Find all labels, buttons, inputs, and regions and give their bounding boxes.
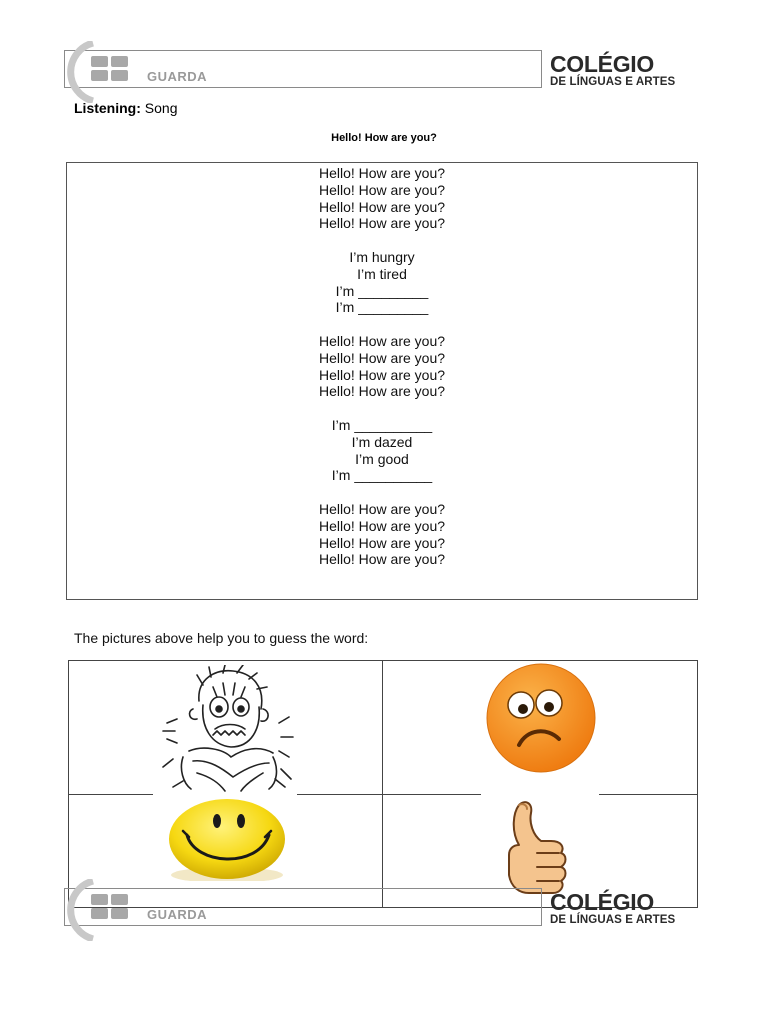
lyrics-line: Hello! How are you? [318, 517, 446, 534]
lyrics-blank-line [67, 316, 697, 333]
section-label-bold: Listening: [74, 100, 141, 116]
lyrics-line: Hello! How are you? [318, 165, 446, 181]
lyrics-line: Hello! How are you? [318, 500, 446, 517]
lyrics-line: Hello! How are you? [318, 383, 446, 400]
lyrics-line: Hello! How are you? [318, 198, 446, 215]
table-divider-right-1 [383, 794, 481, 795]
brand-subtitle: DE LÍNGUAS E ARTES [550, 76, 676, 88]
happy-face-icon [165, 795, 289, 881]
lyrics-blank-line [67, 484, 697, 501]
lyrics-line: Hello! How are you? [318, 366, 446, 383]
lyrics-line: I’m _________ [335, 299, 429, 316]
lyrics-line: Hello! How are you? [318, 215, 446, 232]
cold-shivering-person-icon [153, 665, 297, 795]
brand-name: COLÉGIO [550, 51, 654, 77]
footer-brand-subtitle: DE LÍNGUAS E ARTES [550, 914, 676, 926]
footer-brand-logo [550, 890, 690, 927]
lyrics-list [67, 165, 697, 568]
section-type: Song [144, 100, 178, 116]
lyrics-box [66, 162, 698, 600]
footer-banner-text: GUARDA [147, 907, 208, 922]
table-divider-right-2 [599, 794, 697, 795]
lyrics-line: Hello! How are you? [318, 534, 446, 551]
lyrics-line: I’m dazed [351, 433, 413, 450]
sad-face-icon [481, 663, 601, 775]
lyrics-line: Hello! How are you? [318, 332, 446, 349]
section-label [74, 100, 177, 116]
song-title: Hello! How are you? [331, 132, 437, 144]
table-divider-left-1 [69, 794, 155, 795]
pictures-table [68, 660, 698, 908]
header-banner [64, 50, 542, 88]
lyrics-line: Hello! How are you? [318, 181, 446, 198]
lyrics-line: I’m good [355, 450, 409, 467]
footer-brand-name: COLÉGIO [550, 889, 654, 915]
lyrics-line: Hello! How are you? [318, 551, 446, 568]
brand-logo [550, 52, 690, 89]
lyrics-line: I’m __________ [331, 416, 433, 433]
table-divider-left-2 [295, 794, 383, 795]
lyrics-line: Hello! How are you? [318, 349, 446, 366]
lyrics-line: I’m _________ [335, 282, 429, 299]
footer-banner [64, 888, 542, 926]
table-divider-vertical [382, 661, 383, 907]
banner-text: GUARDA [147, 69, 208, 84]
lyrics-blank-line [67, 232, 697, 249]
lyrics-line: I’m hungry [349, 248, 415, 265]
grid-logo-icon [91, 56, 129, 82]
lyrics-line: I’m tired [357, 265, 407, 282]
lyrics-line: I’m __________ [331, 467, 433, 484]
instruction-text: The pictures above help you to guess the word: [74, 630, 369, 646]
lyrics-blank-line [67, 400, 697, 417]
footer-grid-logo-icon [91, 894, 129, 920]
